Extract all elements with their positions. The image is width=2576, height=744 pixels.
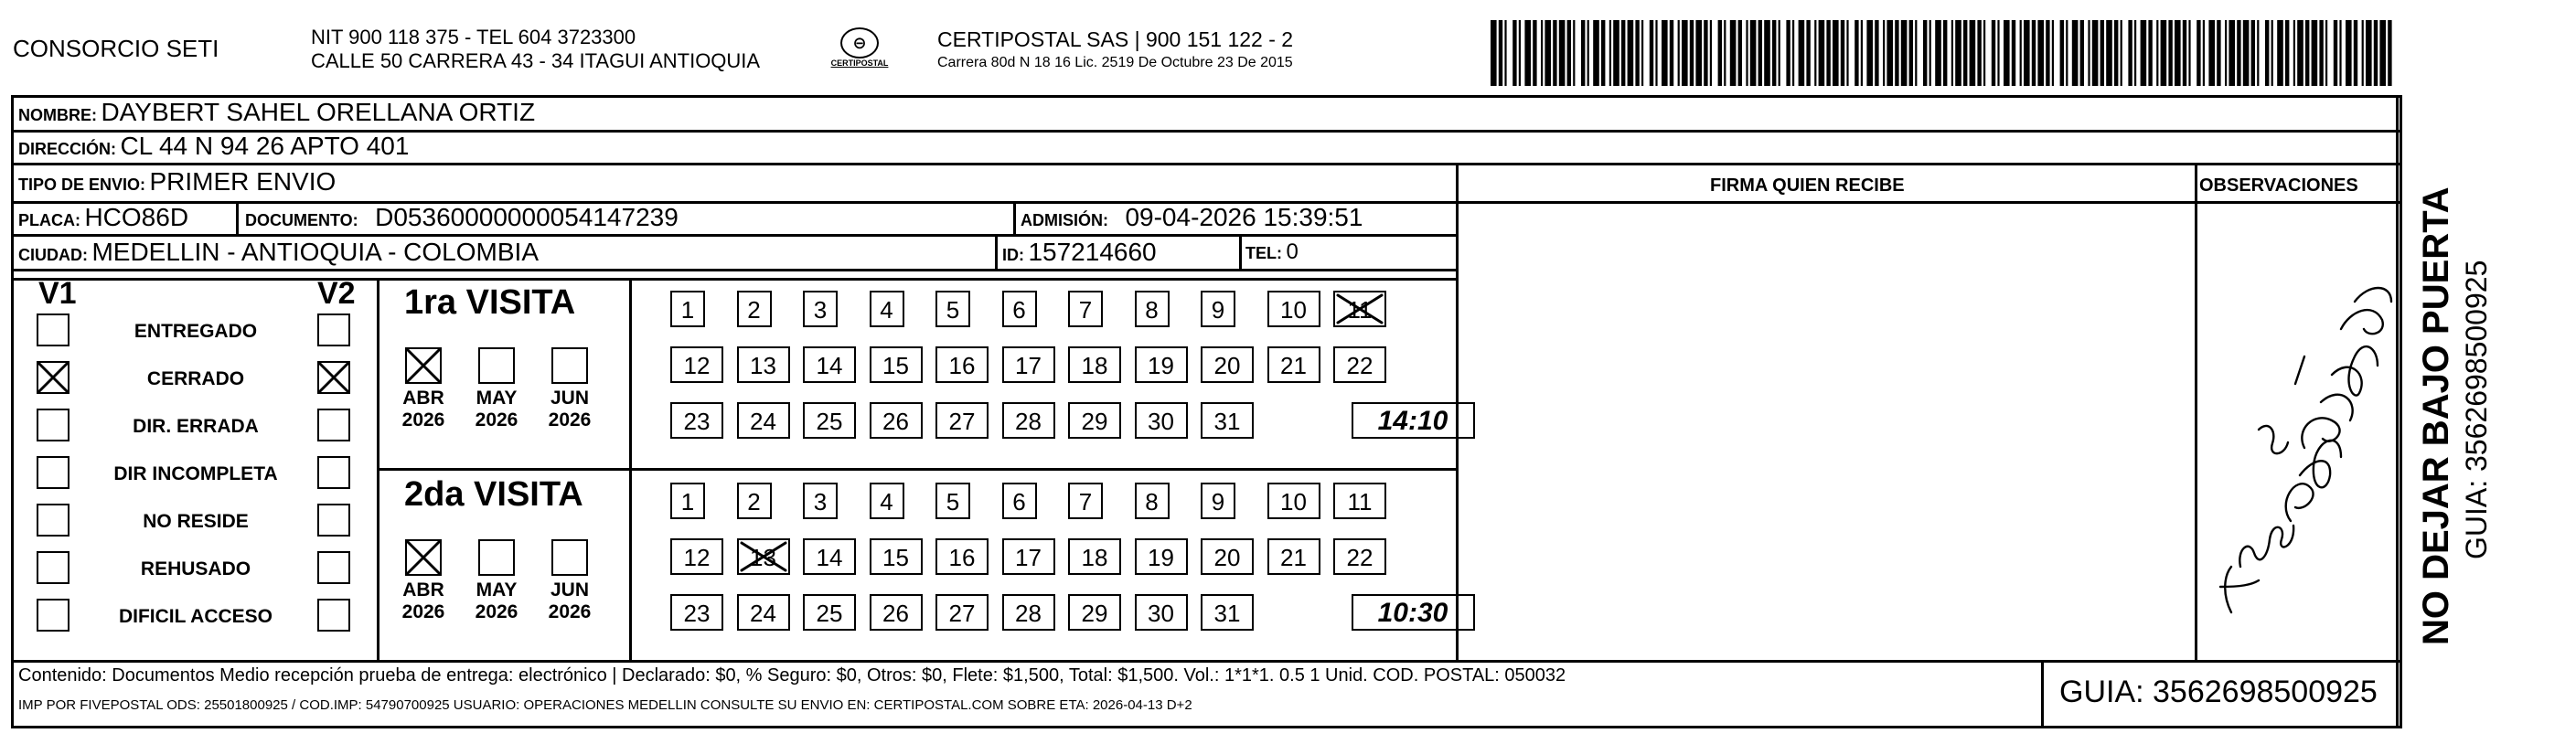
barcode-bar bbox=[2148, 20, 2152, 86]
certipostal-logo: ⊖ CERTIPOSTAL bbox=[828, 27, 892, 78]
day-box[interactable]: 13 bbox=[737, 538, 790, 575]
day-box[interactable]: 28 bbox=[1002, 402, 1055, 439]
barcode-bar bbox=[2092, 20, 2099, 86]
day-box[interactable]: 14 bbox=[803, 346, 856, 383]
day-box[interactable]: 12 bbox=[670, 346, 723, 383]
barcode-bar bbox=[1499, 20, 1502, 86]
day-check-mark bbox=[739, 540, 788, 573]
day-box[interactable]: 3 bbox=[803, 291, 838, 327]
day-box[interactable]: 22 bbox=[1333, 538, 1386, 575]
month-checkbox[interactable] bbox=[478, 347, 515, 384]
barcode-bar bbox=[2012, 20, 2015, 86]
address-line: CALLE 50 CARRERA 43 - 34 ITAGUI ANTIOQUIA bbox=[311, 49, 761, 72]
day-box[interactable]: 4 bbox=[870, 291, 904, 327]
barcode-bar bbox=[1779, 20, 1780, 86]
month-label bbox=[391, 579, 455, 623]
day-box[interactable]: 29 bbox=[1068, 402, 1121, 439]
barcode-bar bbox=[1662, 20, 1668, 86]
barcode-bar bbox=[1951, 20, 1953, 86]
day-box[interactable]: 15 bbox=[870, 538, 923, 575]
month-year: 2026 bbox=[548, 601, 592, 622]
status-label: DIR INCOMPLETA bbox=[113, 463, 278, 484]
barcode-bar bbox=[1670, 20, 1673, 86]
time-box[interactable]: 14:10 bbox=[1352, 402, 1475, 439]
v1-checkbox[interactable] bbox=[37, 456, 69, 489]
barcode-bar bbox=[1581, 20, 1585, 86]
logo-mark-icon: ⊖ bbox=[840, 27, 879, 58]
barcode-bar bbox=[2175, 20, 2181, 86]
barcode-bar bbox=[2128, 20, 2132, 86]
barcode-bar bbox=[2032, 20, 2036, 86]
barcode-bar bbox=[1650, 20, 1653, 86]
barcode-bar bbox=[1678, 20, 1680, 86]
barcode-bar bbox=[2188, 20, 2190, 86]
status-label: DIFICIL ACCESO bbox=[118, 606, 273, 627]
barcode-bar bbox=[2052, 20, 2054, 86]
barcode-bar bbox=[1861, 20, 1863, 86]
barcode-bar bbox=[2037, 20, 2044, 86]
ciudad-value: MEDELLIN - ANTIOQUIA - COLOMBIA bbox=[91, 238, 539, 266]
barcode-bar bbox=[2161, 20, 2167, 86]
barcode-bar bbox=[1655, 20, 1657, 86]
barcode-bar bbox=[1690, 20, 1694, 86]
barcode-bar bbox=[1541, 20, 1543, 86]
barcode-bar bbox=[1519, 20, 1521, 86]
v2-checkbox[interactable] bbox=[317, 504, 350, 537]
barcode-bar bbox=[1601, 20, 1605, 86]
barcode-bar bbox=[2362, 20, 2364, 86]
day-box[interactable]: 6 bbox=[1002, 483, 1037, 519]
v1-checkbox[interactable] bbox=[37, 409, 69, 441]
v1-checkbox[interactable] bbox=[37, 551, 69, 584]
barcode-bar bbox=[1963, 20, 1967, 86]
barcode-bar bbox=[1875, 20, 1878, 86]
status-label: REHUSADO bbox=[140, 558, 251, 579]
barcode-bar bbox=[1814, 20, 1816, 86]
day-box[interactable]: 20 bbox=[1201, 538, 1254, 575]
barcode-bar bbox=[1806, 20, 1810, 86]
barcode-bar bbox=[2088, 20, 2090, 86]
barcode-bar bbox=[1635, 20, 1639, 86]
barcode-bar bbox=[1799, 20, 1805, 86]
day-box[interactable]: 18 bbox=[1068, 346, 1121, 383]
barcode-bar bbox=[2366, 20, 2372, 86]
day-box[interactable]: 21 bbox=[1267, 346, 1320, 383]
barcode-bar bbox=[1833, 20, 1839, 86]
barcode-bar bbox=[1929, 20, 1931, 86]
tel-field bbox=[1245, 238, 1299, 270]
barcode-bar bbox=[1955, 20, 1961, 86]
barcode-bar bbox=[1943, 20, 1947, 86]
day-box[interactable]: 19 bbox=[1135, 538, 1188, 575]
nombre-field bbox=[18, 98, 535, 132]
month-label bbox=[538, 388, 602, 431]
day-box[interactable]: 26 bbox=[870, 402, 923, 439]
v2-checkbox[interactable] bbox=[317, 456, 350, 489]
barcode-bar bbox=[1992, 20, 1995, 86]
month-name: MAY bbox=[476, 388, 518, 409]
barcode-bar bbox=[2183, 20, 2186, 86]
day-box[interactable]: 24 bbox=[737, 594, 790, 631]
barcode-bar bbox=[2141, 20, 2147, 86]
barcode-bar bbox=[1901, 20, 1908, 86]
barcode-bar bbox=[2100, 20, 2104, 86]
placa-field bbox=[18, 203, 188, 237]
month-checkbox[interactable] bbox=[551, 539, 588, 576]
status-label: ENTREGADO bbox=[134, 321, 258, 342]
barcode-bar bbox=[1855, 20, 1858, 86]
certipostal-info bbox=[937, 27, 1293, 75]
barcode-bar bbox=[1491, 20, 1497, 86]
v1-label: V1 bbox=[38, 276, 77, 311]
day-box[interactable]: 5 bbox=[935, 291, 970, 327]
barcode-bar bbox=[1641, 20, 1643, 86]
month-year: 2026 bbox=[401, 601, 445, 622]
documento-field bbox=[245, 203, 679, 237]
barcode-bar bbox=[1628, 20, 1634, 86]
day-box[interactable]: 25 bbox=[803, 594, 856, 631]
barcode-bar bbox=[1730, 20, 1737, 86]
v2-label: V2 bbox=[317, 276, 356, 311]
day-box[interactable]: 10 bbox=[1267, 483, 1320, 519]
barcode-icon bbox=[1491, 20, 2396, 86]
barcode-bar bbox=[1512, 20, 1516, 86]
barcode-bar bbox=[2388, 20, 2391, 86]
nombre-value: DAYBERT SAHEL ORELLANA ORTIZ bbox=[101, 98, 536, 126]
day-box[interactable]: 18 bbox=[1068, 538, 1121, 575]
barcode-bar bbox=[1866, 20, 1873, 86]
ciudad-field bbox=[18, 238, 539, 271]
footer-print-info: IMP POR FIVEPOSTAL ODS: 25501800925 / COD.IMP: 54790700925 USUARIO: OPERACIONES MEDELLIN CONSULTE SU ENVIO EN: CERTIPOSTAL.COM SOBRE ETA: 2026-04-13 D+2 bbox=[18, 697, 1192, 713]
day-box[interactable]: 22 bbox=[1333, 346, 1386, 383]
barcode-bar bbox=[1819, 20, 1825, 86]
day-box[interactable]: 30 bbox=[1135, 594, 1188, 631]
day-box[interactable]: 31 bbox=[1201, 402, 1254, 439]
documento-label: DOCUMENTO: bbox=[245, 211, 358, 229]
month-label bbox=[465, 388, 529, 431]
barcode-bar bbox=[2066, 20, 2068, 86]
day-box[interactable]: 6 bbox=[1002, 291, 1037, 327]
company-info bbox=[311, 26, 760, 73]
barcode-bar bbox=[1704, 20, 1707, 86]
barcode-bar bbox=[1970, 20, 1976, 86]
day-box[interactable]: 17 bbox=[1002, 346, 1055, 383]
month-year: 2026 bbox=[475, 601, 518, 622]
barcode-bar bbox=[1524, 20, 1531, 86]
month-name: JUN bbox=[550, 388, 589, 409]
barcode-bar bbox=[2251, 20, 2255, 86]
handwritten-signature bbox=[2204, 247, 2405, 649]
certipostal-line: CERTIPOSTAL SAS | 900 151 122 - 2 bbox=[937, 27, 1294, 51]
day-box[interactable]: 23 bbox=[670, 594, 723, 631]
status-label: NO RESIDE bbox=[143, 511, 249, 532]
barcode-bar bbox=[2004, 20, 2010, 86]
nit-line: NIT 900 118 375 - TEL 604 3723300 bbox=[311, 26, 636, 48]
placa-label: PLACA: bbox=[18, 211, 80, 229]
v1-checkbox[interactable] bbox=[37, 504, 69, 537]
day-box[interactable]: 16 bbox=[935, 346, 989, 383]
day-box[interactable]: 15 bbox=[870, 346, 923, 383]
day-box[interactable]: 7 bbox=[1068, 483, 1103, 519]
id-label: ID: bbox=[1002, 246, 1024, 264]
barcode-bar bbox=[1545, 20, 1551, 86]
barcode-bar bbox=[1758, 20, 1762, 86]
footer-content: Contenido: Documentos Medio recepción prueba de entrega: electrónico | Declarado: $0, % Seguro: $0, Otros: $0, Flete: $1,500, Total: $1,500. Vol.: 1*1*1. 0.5 1 Unid. COD. POSTAL: 050032 bbox=[18, 665, 1566, 686]
admision-label: ADMISIÓN: bbox=[1021, 211, 1108, 229]
barcode-bar bbox=[2237, 20, 2240, 86]
documento-value: D05360000000054147239 bbox=[375, 203, 679, 231]
id-value: 157214660 bbox=[1028, 238, 1157, 266]
barcode-bar bbox=[1846, 20, 1848, 86]
barcode-bar bbox=[2217, 20, 2220, 86]
direccion-label: DIRECCIÓN: bbox=[18, 140, 116, 158]
barcode-bar bbox=[1573, 20, 1575, 86]
barcode-bar bbox=[2024, 20, 2030, 86]
barcode-bar bbox=[2339, 20, 2341, 86]
barcode-bar bbox=[2060, 20, 2064, 86]
month-name: ABR bbox=[402, 579, 444, 601]
barcode-bar bbox=[1559, 20, 1566, 86]
barcode-bar bbox=[2197, 20, 2200, 86]
barcode-bar bbox=[2080, 20, 2084, 86]
day-box[interactable]: 21 bbox=[1267, 538, 1320, 575]
day-box[interactable]: 11 bbox=[1333, 483, 1386, 519]
barcode-bar bbox=[2265, 20, 2269, 86]
barcode-bar bbox=[1977, 20, 1981, 86]
first-visit-title: 1ra VISITA bbox=[404, 283, 576, 322]
barcode-bar bbox=[1613, 20, 1619, 86]
barcode-bar bbox=[1682, 20, 1688, 86]
side-guia: GUIA: 3562698500925 bbox=[2460, 260, 2493, 559]
day-box[interactable]: 27 bbox=[935, 594, 989, 631]
barcode-bar bbox=[1738, 20, 1742, 86]
barcode-bar bbox=[1826, 20, 1830, 86]
tel-value: 0 bbox=[1286, 239, 1299, 264]
barcode-bar bbox=[2020, 20, 2022, 86]
barcode-bar bbox=[2134, 20, 2136, 86]
month-label bbox=[391, 388, 455, 431]
footer-guia: GUIA: 3562698500925 bbox=[2059, 675, 2378, 709]
barcode-bar bbox=[2312, 20, 2318, 86]
month-label bbox=[465, 579, 529, 623]
barcode-bar bbox=[2046, 20, 2049, 86]
day-box[interactable]: 30 bbox=[1135, 402, 1188, 439]
barcode-bar bbox=[2354, 20, 2357, 86]
barcode-bar bbox=[1997, 20, 1999, 86]
barcode-bar bbox=[1724, 20, 1726, 86]
day-check-mark bbox=[1335, 292, 1384, 325]
day-box[interactable]: 17 bbox=[1002, 538, 1055, 575]
tipo-envio-label: TIPO DE ENVIO: bbox=[18, 175, 146, 194]
month-checkbox[interactable] bbox=[478, 539, 515, 576]
barcode-bar bbox=[2168, 20, 2172, 86]
v1-checkbox[interactable] bbox=[37, 599, 69, 632]
barcode-bar bbox=[2305, 20, 2309, 86]
day-box[interactable]: 1 bbox=[670, 483, 705, 519]
day-box[interactable]: 10 bbox=[1267, 291, 1320, 327]
id-field bbox=[1002, 238, 1157, 271]
barcode-bar bbox=[1587, 20, 1589, 86]
license-line: Carrera 80d N 18 16 Lic. 2519 De Octubre 23 De 2015 bbox=[937, 55, 1293, 70]
barcode-bar bbox=[1983, 20, 1985, 86]
day-box[interactable]: 24 bbox=[737, 402, 790, 439]
month-name: ABR bbox=[402, 388, 444, 409]
day-box[interactable]: 3 bbox=[803, 483, 838, 519]
barcode-bar bbox=[2285, 20, 2289, 86]
company-name: CONSORCIO SETI bbox=[13, 35, 219, 62]
barcode-bar bbox=[2319, 20, 2323, 86]
day-box[interactable]: 2 bbox=[737, 483, 772, 519]
barcode-bar bbox=[1772, 20, 1776, 86]
barcode-bar bbox=[1710, 20, 1712, 86]
day-box[interactable]: 31 bbox=[1201, 594, 1254, 631]
barcode-bar bbox=[2334, 20, 2337, 86]
month-name: JUN bbox=[550, 579, 589, 601]
barcode-bar bbox=[1504, 20, 1506, 86]
barcode-bar bbox=[1746, 20, 1748, 86]
barcode-bar bbox=[1915, 20, 1917, 86]
month-check-mark bbox=[405, 539, 442, 576]
tipo-envio-value: PRIMER ENVIO bbox=[149, 167, 337, 196]
barcode-bar bbox=[2346, 20, 2352, 86]
day-box[interactable]: 9 bbox=[1201, 291, 1235, 327]
tel-label: TEL: bbox=[1245, 244, 1282, 262]
status-label: DIR. ERRADA bbox=[133, 416, 259, 437]
barcode-bar bbox=[1841, 20, 1844, 86]
day-box[interactable]: 20 bbox=[1201, 346, 1254, 383]
day-box[interactable]: 14 bbox=[803, 538, 856, 575]
day-box[interactable]: 9 bbox=[1201, 483, 1235, 519]
day-box[interactable]: 1 bbox=[670, 291, 705, 327]
time-box[interactable]: 10:30 bbox=[1352, 594, 1475, 631]
day-box[interactable]: 16 bbox=[935, 538, 989, 575]
barcode-bar bbox=[2208, 20, 2215, 86]
direccion-value: CL 44 N 94 26 APTO 401 bbox=[120, 132, 410, 160]
firma-label: FIRMA QUIEN RECIBE bbox=[1710, 175, 1905, 196]
v1-check-mark bbox=[37, 361, 69, 394]
day-box[interactable]: 27 bbox=[935, 402, 989, 439]
ciudad-label: CIUDAD: bbox=[18, 246, 88, 264]
v2-checkbox[interactable] bbox=[317, 409, 350, 441]
day-box[interactable]: 5 bbox=[935, 483, 970, 519]
day-box[interactable]: 23 bbox=[670, 402, 723, 439]
month-name: MAY bbox=[476, 579, 518, 601]
day-box[interactable]: 8 bbox=[1135, 291, 1170, 327]
barcode-bar bbox=[2374, 20, 2378, 86]
barcode-bar bbox=[1609, 20, 1611, 86]
v2-checkbox[interactable] bbox=[317, 551, 350, 584]
day-box[interactable]: 29 bbox=[1068, 594, 1121, 631]
day-box[interactable]: 7 bbox=[1068, 291, 1103, 327]
barcode-bar bbox=[1792, 20, 1794, 86]
barcode-bar bbox=[1895, 20, 1898, 86]
barcode-bar bbox=[1553, 20, 1556, 86]
barcode-bar bbox=[1786, 20, 1790, 86]
barcode-bar bbox=[2243, 20, 2250, 86]
status-label: CERRADO bbox=[146, 368, 245, 389]
barcode-bar bbox=[2293, 20, 2295, 86]
barcode-bar bbox=[1935, 20, 1941, 86]
barcode-bar bbox=[2297, 20, 2303, 86]
day-box[interactable]: 19 bbox=[1135, 346, 1188, 383]
day-box[interactable]: 26 bbox=[870, 594, 923, 631]
barcode-bar bbox=[1909, 20, 1913, 86]
barcode-bar bbox=[1718, 20, 1722, 86]
v2-checkbox[interactable] bbox=[317, 599, 350, 632]
day-box[interactable]: 4 bbox=[870, 483, 904, 519]
nombre-label: NOMBRE: bbox=[18, 106, 97, 124]
barcode-bar bbox=[2277, 20, 2283, 86]
admision-field bbox=[1021, 203, 1363, 237]
signature-box bbox=[1459, 203, 2195, 660]
day-box[interactable]: 11 bbox=[1333, 291, 1386, 327]
barcode-bar bbox=[2225, 20, 2227, 86]
barcode-bar bbox=[2379, 20, 2386, 86]
month-label bbox=[538, 579, 602, 623]
barcode-bar bbox=[1567, 20, 1571, 86]
barcode-bar bbox=[1887, 20, 1893, 86]
day-box[interactable]: 8 bbox=[1135, 483, 1170, 519]
barcode-bar bbox=[1621, 20, 1625, 86]
v2-check-mark bbox=[317, 361, 350, 394]
month-year: 2026 bbox=[475, 409, 518, 430]
day-box[interactable]: 12 bbox=[670, 538, 723, 575]
barcode-bar bbox=[1750, 20, 1757, 86]
month-checkbox[interactable] bbox=[551, 347, 588, 384]
barcode-bar bbox=[2271, 20, 2273, 86]
barcode-bar bbox=[1883, 20, 1885, 86]
barcode-bar bbox=[1695, 20, 1702, 86]
barcode-bar bbox=[1533, 20, 1536, 86]
observaciones-label: OBSERVACIONES bbox=[2199, 175, 2358, 196]
barcode-bar bbox=[1923, 20, 1927, 86]
barcode-bar bbox=[2156, 20, 2158, 86]
placa-value: HCO86D bbox=[84, 203, 189, 231]
second-visit-title: 2da VISITA bbox=[404, 475, 583, 514]
barcode-bar bbox=[2114, 20, 2118, 86]
barcode-bar bbox=[2257, 20, 2259, 86]
barcode-bar bbox=[2072, 20, 2079, 86]
barcode-bar bbox=[2325, 20, 2327, 86]
month-year: 2026 bbox=[548, 409, 592, 430]
v2-checkbox[interactable] bbox=[317, 314, 350, 346]
month-year: 2026 bbox=[401, 409, 445, 430]
barcode-bar bbox=[2229, 20, 2235, 86]
side-warning: NO DEJAR BAJO PUERTA bbox=[2416, 186, 2456, 645]
barcode-bar bbox=[2121, 20, 2122, 86]
day-box[interactable]: 28 bbox=[1002, 594, 1055, 631]
day-box[interactable]: 13 bbox=[737, 346, 790, 383]
v1-checkbox[interactable] bbox=[37, 314, 69, 346]
month-check-mark bbox=[405, 347, 442, 384]
barcode-bar bbox=[2203, 20, 2205, 86]
direccion-field bbox=[18, 132, 409, 165]
barcode-bar bbox=[1593, 20, 1599, 86]
tipo-envio-field bbox=[18, 167, 336, 201]
day-box[interactable]: 25 bbox=[803, 402, 856, 439]
admision-value: 09-04-2026 15:39:51 bbox=[1125, 203, 1363, 231]
barcode-bar bbox=[1764, 20, 1770, 86]
barcode-bar bbox=[2106, 20, 2112, 86]
day-box[interactable]: 2 bbox=[737, 291, 772, 327]
